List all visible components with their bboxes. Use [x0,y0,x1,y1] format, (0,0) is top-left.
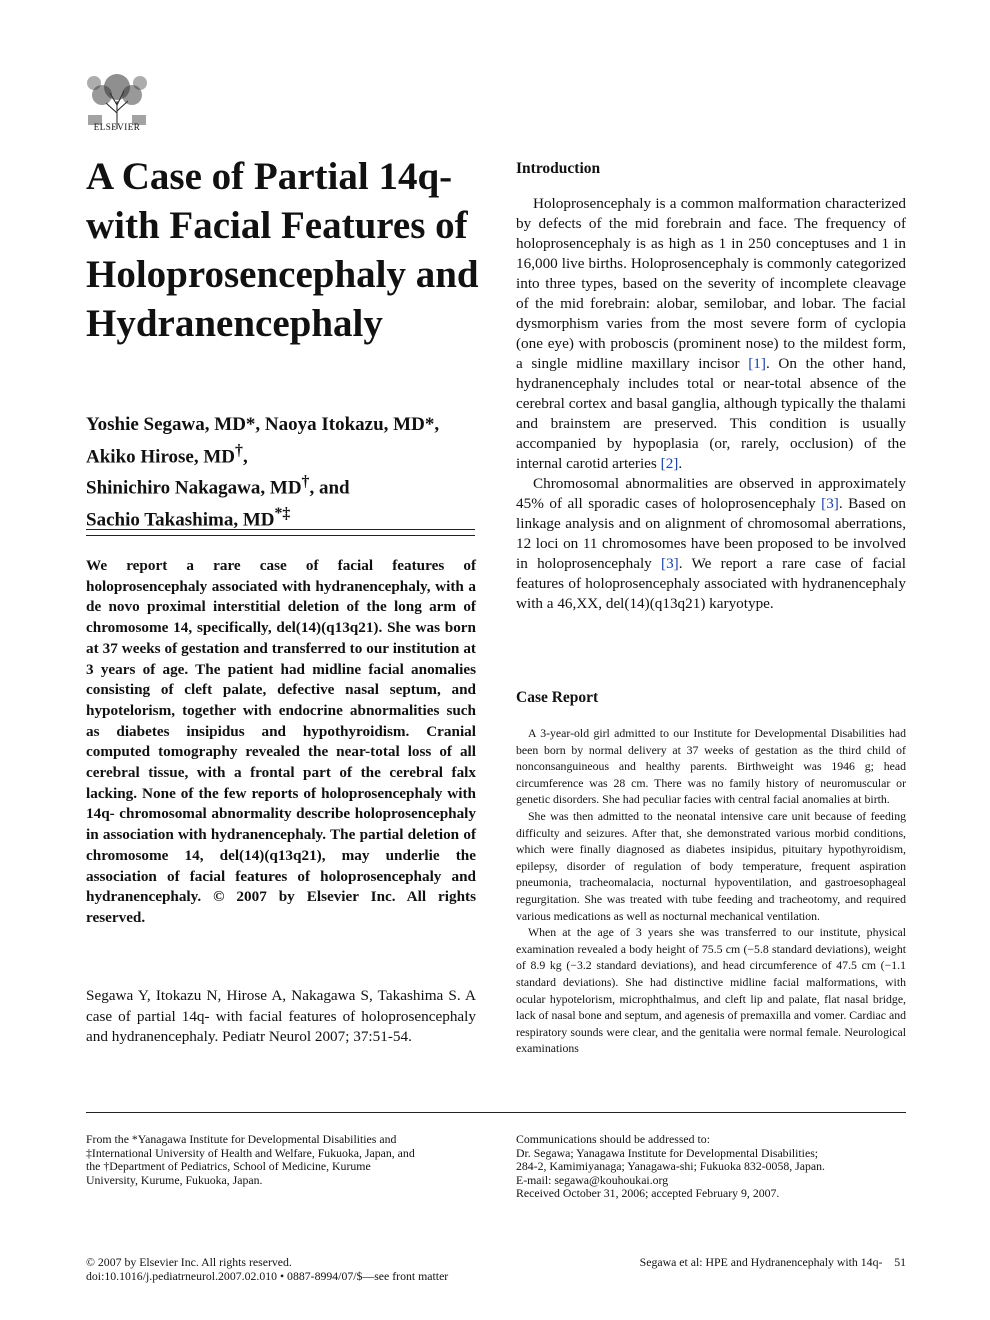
author-line-1: Yoshie Segawa, MD*, Naoya Itokazu, MD*, [86,414,440,435]
introduction-body [516,194,906,614]
author-line-4: Sachio Takashima, MD*‡ [86,505,291,531]
reference-link-3[interactable]: [3] [821,495,839,512]
author-line-2: Akiko Hirose, MD†, [86,441,248,467]
page-footer-right [560,1256,906,1270]
elsevier-wordmark: ELSEVIER [93,122,141,132]
case-report-paragraph-3: When at the age of 3 years she was transferred to our institute, physical examination revealed a body height of 75.5 cm (−5.8 standard deviations), weight of 8.9 kg (−3.2 standard deviations), and head circumference of 47.5 cm (−1.1 standard deviations). She had distinctive midline facial malformations, with ocular hypotelorism, microphthalmus, and cleft lip and palate, flat nasal bridge, lack of nasal bone and septum, and agenesis of premaxilla and vomer. Cardiac and respiratory sounds were clear, and the genitalia were normal female. Neurological examinations [516,925,906,1056]
correspondence-email[interactable]: E-mail: segawa@kouhoukai.org [516,1172,669,1187]
abstract: We report a rare case of facial features of holoprosencephaly associated with hydranencephaly, with a de novo proximal interstitial deletion of the long arm of chromosome 14, specifically, del(14)(q13q21). She was born at 37 weeks of gestation and transferred to our institution at 3 years of age. The patient had midline facial anomalies consisting of cleft palate, defective nasal septum, and hypotelorism, together with endocrine abnormalities such as diabetes insipidus and hypothyroidism. Cranial computed tomography revealed the near-total loss of all cerebral tissue, with a frontal part of the cerebral falx lacking. None of the few reports of holoprosencephaly with 14q- chromosomal abnormality describe holoprosencephaly in association with hydranencephaly. The partial deletion of chromosome 14, del(14)(q13q21), may underlie the association of facial features of holoprosencephaly and hydranencephaly. © 2007 by Elsevier Inc. All rights reserved. [86,557,476,926]
author-list [86,412,486,533]
affiliation-line: From the *Yanagawa Institute for Developmental Disabilities and [86,1132,397,1146]
article-title: A Case of Partial 14q- with Facial Features of Holoprosencephaly and Hydranencephaly [86,155,479,345]
introduction-heading: Introduction [516,160,601,177]
correspondence-line: Communications should be addressed to: [516,1132,710,1146]
case-report-body [516,725,906,1057]
reference-link-2[interactable]: [2] [660,455,679,472]
case-report-paragraph-2: She was then admitted to the neonatal intensive care unit because of feeding difficulty and seizures. After that, she demonstrated various morbid conditions, which were finally diagnosed as diabetes insipidus, pituitary hypothyroidism, epilepsy, disorder of regulation of body temperature, frequent aspiration pneumonia, tracheomalacia, nocturnal hypoventilation, and gastroesophageal regurgitation. She was treated with tube feeding and tracheotomy, and required various medications as well as nocturnal mechanical ventilation. [516,808,906,923]
correspondence [516,1133,906,1201]
author-line-3: Shinichiro Nakagawa, MD†, and [86,473,350,499]
case-report-paragraph-1: A 3-year-old girl admitted to our Institute for Developmental Disabilities had been born by normal delivery at 37 weeks of gestation as the third child of nonconsanguineous and healthy parents. Birthweight was 1946 g; head circumference was 28 cm. There was no family history of neuromuscular or genetic disorders. She had peculiar facies with central facial anomalies at birth. [516,726,906,807]
page-number: 51 [894,1255,906,1269]
correspondence-line: 284-2, Kamimiyanaga; Yanagawa-shi; Fukuoka 832-0058, Japan. [516,1159,825,1173]
running-head: Segawa et al: HPE and Hydranencephaly with 14q- [639,1255,883,1269]
affiliation-line: the †Department of Pediatrics, School of Medicine, Kurume [86,1159,371,1173]
reference-link-3b[interactable]: [3] [661,555,679,572]
doi-line[interactable]: doi:10.1016/j.pediatrneurol.2007.02.010 • 0887-8994/07/$—see front matter [86,1268,449,1283]
copyright-line: © 2007 by Elsevier Inc. All rights reserved. [86,1255,292,1269]
case-report-heading: Case Report [516,689,599,706]
introduction-paragraph-1: Holoprosencephaly is a common malformation characterized by defects of the mid forebrain and face. The frequency of holoprosencephaly is as high as 1 in 250 conceptuses and 1 in 16,000 live births. Holoprosencephaly is commonly categorized into three types, based on the severity of incomplete cleavage of the mid forebrain: alobar, semilobar, and lobar. The facial dysmorphism varies from the most severe form of cyclopia (one eye) with proboscis (prominent nose) to the mildest form, a single midline maxillary incisor [1]. On the other hand, hydranencephaly includes total or near-total absence of the cerebral cortex and basal ganglia, although typically the thalami and brainstem are preserved. This condition is usually accompanied by hypoplasia (or, rarely, occlusion) of the internal carotid arteries [2]. [516,195,906,472]
affiliation-line: University, Kurume, Fukuoka, Japan. [86,1172,263,1187]
reference-link-1[interactable]: [1] [748,355,766,372]
title-rule-bottom [86,535,475,536]
correspondence-line: Dr. Segawa; Yanagawa Institute for Developmental Disabilities; [516,1145,819,1160]
page-footer-left [86,1256,536,1284]
affiliation-line: ‡International University of Health and Welfare, Fukuoka, Japan, and [86,1145,415,1160]
title-rule-top [86,529,475,530]
affiliations [86,1133,476,1187]
introduction-paragraph-2: Chromosomal abnormalities are observed in approximately 45% of all sporadic cases of holoprosencephaly [3]. Based on linkage analysis and on alignment of chromosomal aberrations, 12 loci on 11 chromosomes have been proposed to be involved in holoprosencephaly [3]. We report a rare case of facial features of holoprosencephaly associated with hydranencephaly with a 46,XX, del(14)(q13q21) karyotype. [516,475,906,612]
footnote-rule [86,1112,906,1113]
citation: Segawa Y, Itokazu N, Hirose A, Nakagawa S, Takashima S. A case of partial 14q- with facial features of holoprosencephaly and hydranencephaly. Pediatr Neurol 2007; 37:51-54. [86,987,476,1045]
received-dates: Received October 31, 2006; accepted February 9, 2007. [516,1186,780,1200]
